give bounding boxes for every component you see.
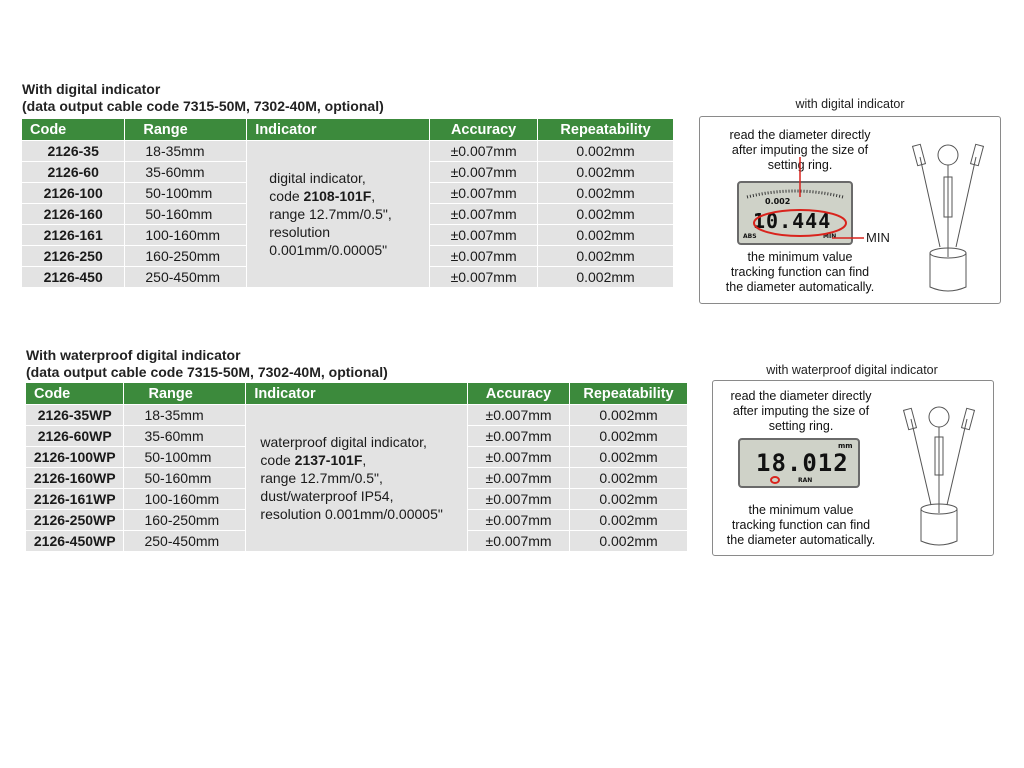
lcd-abs: ABS [743, 233, 757, 240]
cell-code: 2126-60WP [26, 426, 124, 447]
section-subtitle: (data output cable code 7315-50M, 7302-40M, optional) [26, 364, 388, 380]
indicator-code-line [260, 451, 461, 469]
note-line: setting ring. [768, 419, 834, 433]
header-repeatability: Repeatability [538, 119, 674, 141]
note-line: after imputing the size of [731, 143, 869, 157]
note-line: the diameter automatically. [726, 533, 876, 547]
indicator-code-prefix: code [269, 188, 304, 204]
cell-repeatability: 0.002mm [538, 204, 674, 225]
indicator-line: resolution [269, 224, 330, 240]
cell-range: 100-160mm [124, 489, 246, 510]
cell-code: 2126-450 [22, 267, 125, 288]
note-line: the minimum value [747, 250, 853, 264]
cell-code: 2126-100WP [26, 447, 124, 468]
header-indicator: Indicator [246, 383, 468, 405]
table-row [22, 141, 674, 162]
cell-code: 2126-250 [22, 246, 125, 267]
cell-accuracy: ±0.007mm [468, 447, 570, 468]
cell-indicator [247, 141, 430, 288]
cell-code: 2126-60 [22, 162, 125, 183]
indicator-line: 0.001mm/0.00005" [269, 242, 388, 258]
indicator-line: range 12.7mm/0.5", [260, 470, 383, 486]
figure-note-top [713, 389, 889, 434]
cell-accuracy: ±0.007mm [430, 162, 538, 183]
cell-accuracy: ±0.007mm [468, 489, 570, 510]
note-line: tracking function can find [731, 518, 871, 532]
note-line: read the diameter directly [730, 389, 872, 403]
lcd-display [737, 181, 853, 245]
indicator-line: dust/waterproof IP54, [260, 488, 394, 504]
cell-repeatability: 0.002mm [570, 489, 688, 510]
cell-repeatability: 0.002mm [570, 405, 688, 426]
cell-code: 2126-35WP [26, 405, 124, 426]
cell-repeatability: 0.002mm [538, 225, 674, 246]
figure-note-bottom [700, 250, 900, 295]
indicator-code: 2108-101F [303, 188, 372, 204]
table-header-row [22, 119, 674, 141]
spec-table [26, 383, 688, 551]
cell-code: 2126-250WP [26, 510, 124, 531]
cell-range: 18-35mm [124, 405, 246, 426]
cell-repeatability: 0.002mm [570, 510, 688, 531]
cell-accuracy: ±0.007mm [430, 183, 538, 204]
cell-accuracy: ±0.007mm [430, 141, 538, 162]
cell-range: 50-160mm [125, 204, 247, 225]
section-waterproof-indicator [26, 347, 688, 551]
cell-range: 50-100mm [124, 447, 246, 468]
cell-repeatability: 0.002mm [570, 468, 688, 489]
indicator-code-suffix: , [371, 188, 376, 204]
header-accuracy: Accuracy [468, 383, 570, 405]
cell-repeatability: 0.002mm [570, 426, 688, 447]
cell-accuracy: ±0.007mm [430, 246, 538, 267]
cell-repeatability: 0.002mm [538, 267, 674, 288]
note-line: setting ring. [767, 158, 833, 172]
bore-gauge-illustration [910, 137, 990, 297]
indicator-line: waterproof digital indicator, [260, 434, 427, 450]
cell-repeatability: 0.002mm [570, 531, 688, 552]
cell-accuracy: ±0.007mm [468, 426, 570, 447]
header-accuracy: Accuracy [430, 119, 538, 141]
header-range: Range [125, 119, 247, 141]
lcd-unit: mm [838, 442, 853, 450]
section-title: With waterproof digital indicator [26, 347, 241, 363]
cell-accuracy: ±0.007mm [468, 510, 570, 531]
indicator-code-line [269, 187, 423, 205]
cell-accuracy: ±0.007mm [430, 267, 538, 288]
cell-accuracy: ±0.007mm [430, 225, 538, 246]
note-line: the diameter automatically. [725, 280, 875, 294]
cell-repeatability: 0.002mm [538, 141, 674, 162]
cell-range: 35-60mm [125, 162, 247, 183]
cell-accuracy: ±0.007mm [430, 204, 538, 225]
cell-range: 18-35mm [125, 141, 247, 162]
cell-range: 250-450mm [125, 267, 247, 288]
section-title: With digital indicator [22, 81, 161, 97]
indicator-line: resolution 0.001mm/0.00005" [260, 506, 443, 522]
figure-label: with waterproof digital indicator [766, 363, 938, 377]
section-digital-indicator [22, 81, 674, 287]
cell-code: 2126-161WP [26, 489, 124, 510]
lcd-reading: 18.012 [756, 449, 849, 477]
note-line: the minimum value [748, 503, 854, 517]
note-line: tracking function can find [730, 265, 870, 279]
cell-code: 2126-160 [22, 204, 125, 225]
figure-note-top [700, 128, 900, 173]
cell-accuracy: ±0.007mm [468, 405, 570, 426]
cell-range: 250-450mm [124, 531, 246, 552]
cell-range: 35-60mm [124, 426, 246, 447]
section-subtitle: (data output cable code 7315-50M, 7302-40M, optional) [22, 98, 384, 114]
header-range: Range [124, 383, 246, 405]
header-code: Code [26, 383, 124, 405]
table-header-row [26, 383, 688, 405]
lcd-display [738, 438, 860, 488]
header-code: Code [22, 119, 125, 141]
indicator-line: range 12.7mm/0.5", [269, 206, 392, 222]
cell-code: 2126-450WP [26, 531, 124, 552]
cell-code: 2126-161 [22, 225, 125, 246]
lcd-ran: RAN [798, 477, 813, 484]
figure-box [712, 380, 994, 556]
cell-range: 50-160mm [124, 468, 246, 489]
header-indicator: Indicator [247, 119, 430, 141]
cell-range: 160-250mm [124, 510, 246, 531]
figure-label: with digital indicator [795, 97, 905, 111]
note-line: after imputing the size of [732, 404, 870, 418]
cell-range: 50-100mm [125, 183, 247, 204]
cell-repeatability: 0.002mm [538, 162, 674, 183]
indicator-code-suffix: , [362, 452, 367, 468]
cell-code: 2126-160WP [26, 468, 124, 489]
min-label: MIN [866, 230, 890, 245]
lcd-small-reading: 0.002 [765, 197, 791, 206]
note-line: read the diameter directly [729, 128, 871, 142]
lcd-min: MIN [823, 233, 837, 240]
indicator-code-prefix: code [260, 452, 295, 468]
cell-repeatability: 0.002mm [538, 183, 674, 204]
cell-range: 160-250mm [125, 246, 247, 267]
figure-note-bottom [713, 503, 889, 548]
cell-indicator [246, 405, 468, 552]
cell-accuracy: ±0.007mm [468, 468, 570, 489]
indicator-line: digital indicator, [269, 170, 366, 186]
indicator-code: 2137-101F [294, 452, 363, 468]
lcd-reading: 10.444 [753, 209, 832, 233]
cell-code: 2126-100 [22, 183, 125, 204]
header-repeatability: Repeatability [570, 383, 688, 405]
figure-box [699, 116, 1001, 304]
bore-gauge-illustration [901, 401, 981, 551]
cell-repeatability: 0.002mm [570, 447, 688, 468]
table-row [26, 405, 688, 426]
cell-code: 2126-35 [22, 141, 125, 162]
cell-repeatability: 0.002mm [538, 246, 674, 267]
cell-range: 100-160mm [125, 225, 247, 246]
spec-table [22, 119, 674, 287]
cell-accuracy: ±0.007mm [468, 531, 570, 552]
